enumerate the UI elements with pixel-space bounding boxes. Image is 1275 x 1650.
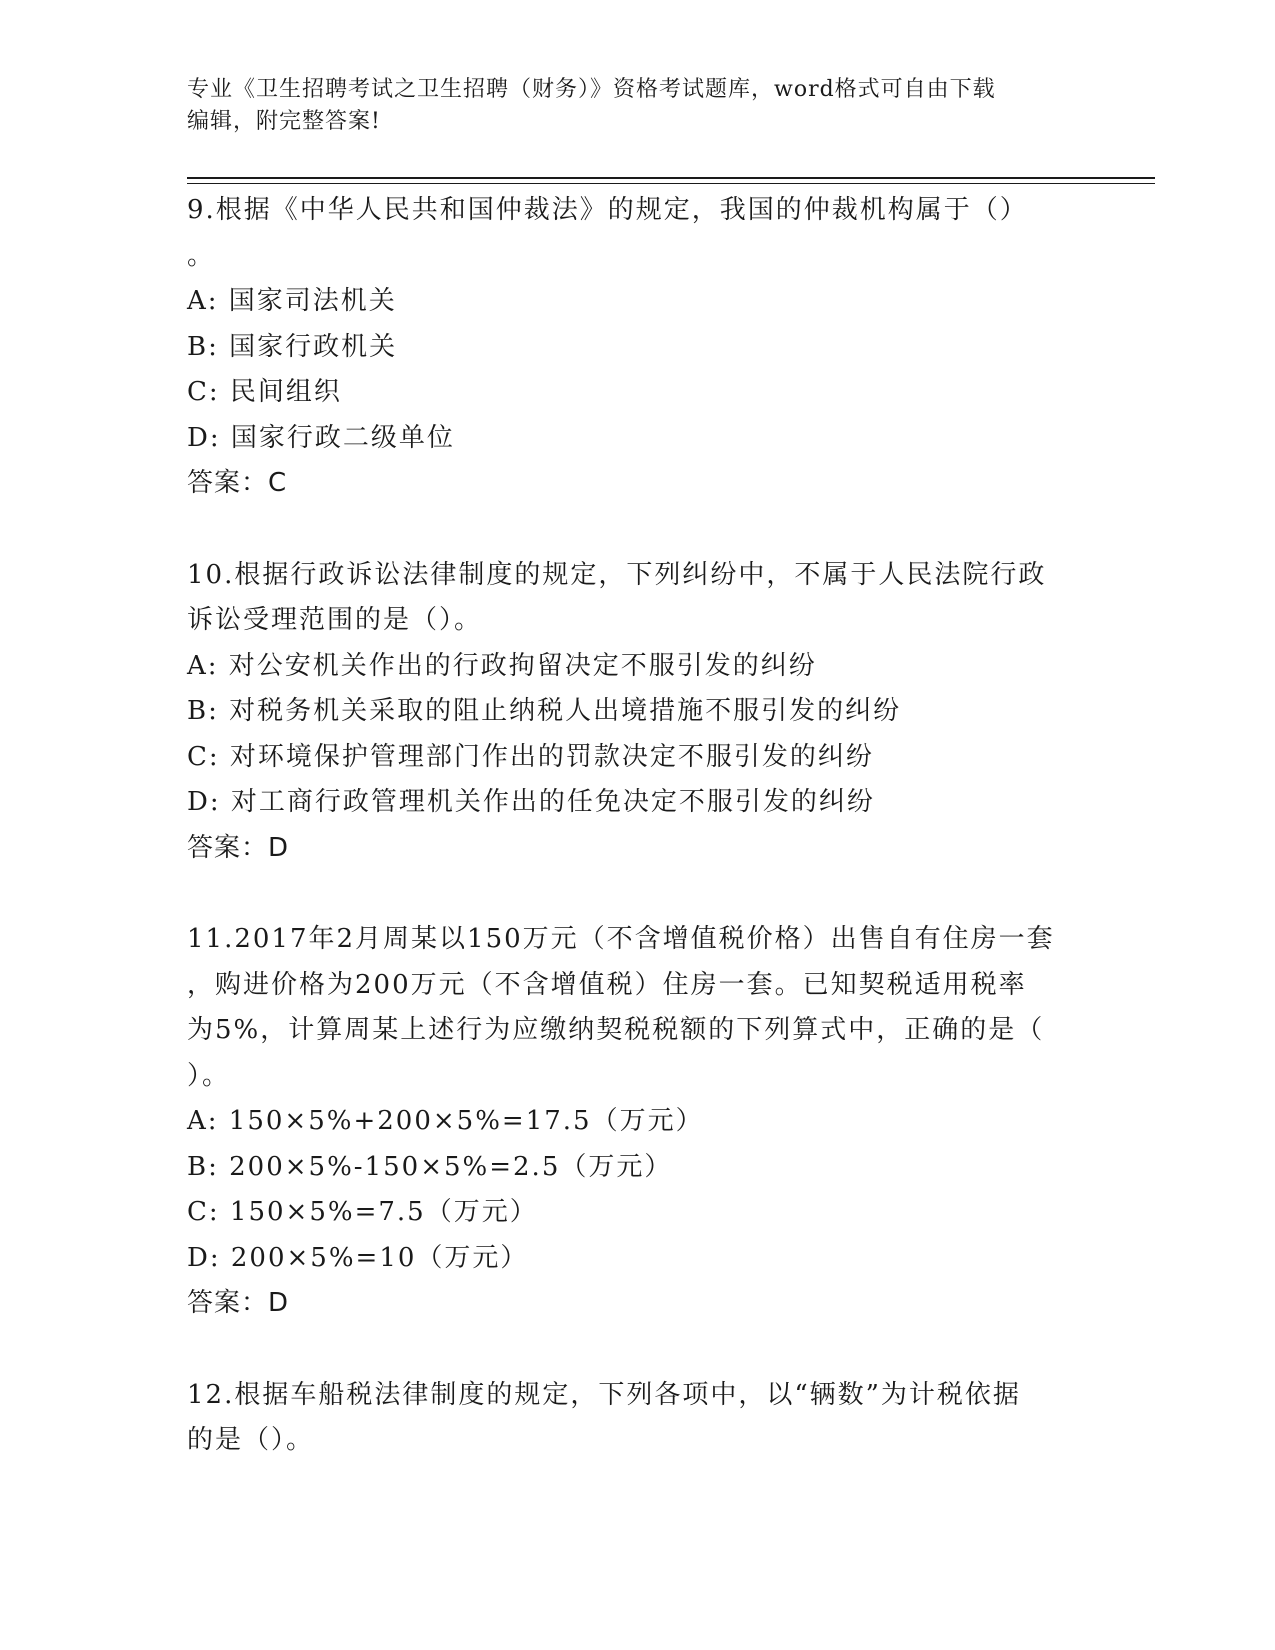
header-line: 专业《卫生招聘考试之卫生招聘（财务）》资格考试题库，word格式可自由下载 [187, 77, 996, 102]
question-stem: 11.2017年2月周某以150万元（不含增值税价格）出售自有住房一套 [187, 924, 1055, 954]
question-stem: ，购进价格为200万元（不含增值税）住房一套。已知契税适用税率 [187, 969, 1027, 1000]
answer: 答案：D [187, 1288, 290, 1318]
question-stem: 10.根据行政诉讼法律制度的规定，下列纠纷中，不属于人民法院行政 [187, 559, 1047, 590]
option-c: C: 150×5%=7.5（万元） [187, 1197, 538, 1227]
option-c: C: 民间组织 [187, 377, 342, 407]
question-spacer [187, 1327, 1087, 1373]
option-d: D: 国家行政二级单位 [187, 422, 455, 453]
question-stem: 诉讼受理范围的是（）。 [187, 605, 483, 635]
option-a: A: 150×5%+200×5%=17.5（万元） [187, 1106, 704, 1136]
question-10 [187, 553, 1087, 872]
header-divider-thin [187, 183, 1155, 184]
option-a: A: 对公安机关作出的行政拘留决定不服引发的纠纷 [187, 650, 817, 681]
document-header [187, 74, 1087, 138]
question-stem: 为5%，计算周某上述行为应缴纳契税税额的下列算式中，正确的是（ [187, 1015, 1045, 1045]
option-d: D: 对工商行政管理机关作出的任免决定不服引发的纠纷 [187, 787, 875, 817]
option-b: B: 对税务机关采取的阻止纳税人出境措施不服引发的纠纷 [187, 696, 902, 726]
question-list [187, 188, 1087, 1464]
option-d: D: 200×5%=10（万元） [187, 1242, 529, 1273]
option-c: C: 对环境保护管理部门作出的罚款决定不服引发的纠纷 [187, 741, 874, 772]
question-spacer [187, 871, 1087, 917]
header-divider-thick [187, 177, 1155, 179]
answer: 答案：D [187, 832, 290, 863]
question-stem: 。 [187, 240, 216, 271]
option-b: B: 国家行政机关 [187, 331, 398, 362]
question-9 [187, 188, 1087, 507]
question-stem: ）。 [187, 1060, 231, 1091]
question-11 [187, 917, 1087, 1327]
question-stem: 的是（）。 [187, 1425, 315, 1455]
answer: 答案：C [187, 468, 288, 498]
option-b: B: 200×5%-150×5%=2.5（万元） [187, 1151, 673, 1182]
question-stem: 12.根据车船税法律制度的规定，下列各项中，以“辆数”为计税依据 [187, 1379, 1021, 1410]
question-12 [187, 1373, 1087, 1464]
option-a: A: 国家司法机关 [187, 286, 397, 316]
question-stem: 9.根据《中华人民共和国仲裁法》的规定，我国的仲裁机构属于（） [187, 195, 1028, 225]
header-line: 编辑，附完整答案! [187, 109, 381, 134]
question-spacer [187, 507, 1087, 553]
